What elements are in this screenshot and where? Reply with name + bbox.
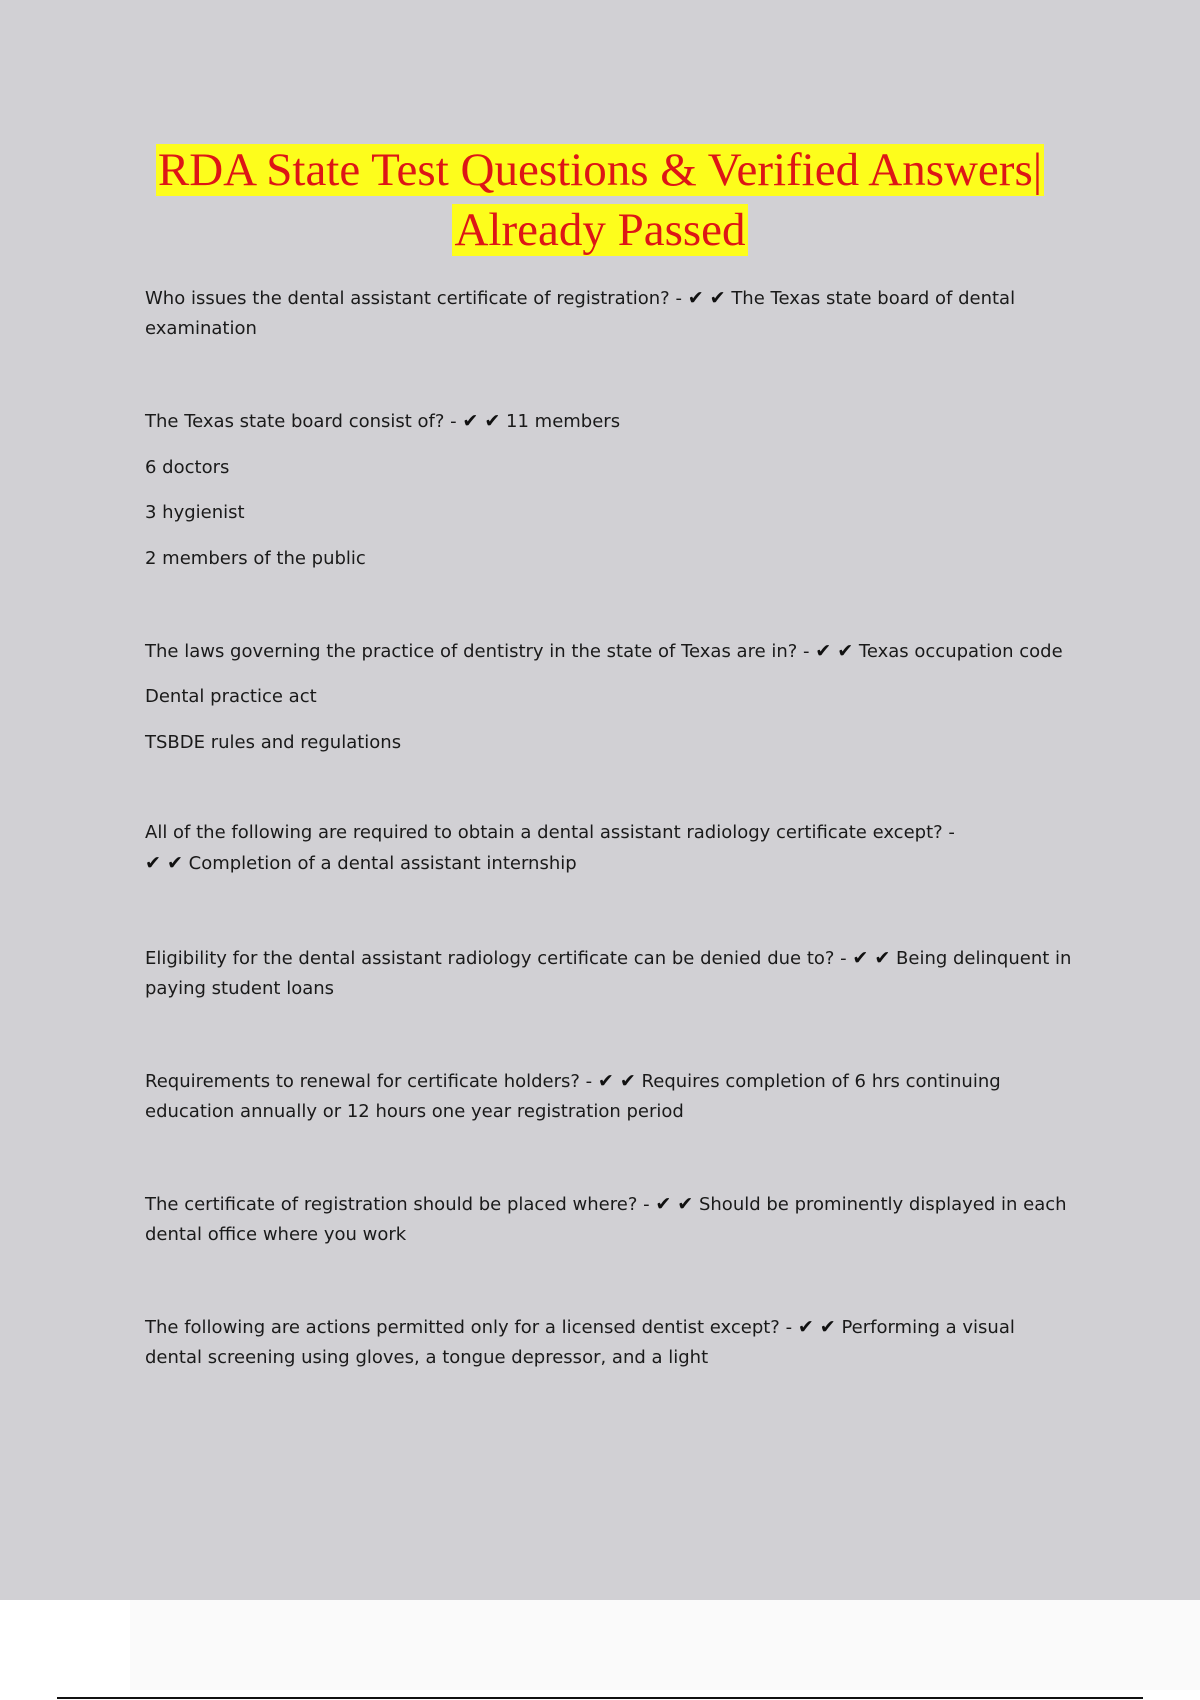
double-check-icon: ✔ ✔	[815, 640, 854, 662]
double-check-icon: ✔ ✔	[597, 1070, 636, 1092]
answer-continuation: dental office where you work	[145, 1224, 407, 1245]
answer-text: Requires completion of 6 hrs continuing	[641, 1071, 1001, 1092]
title-line-2: Already Passed	[454, 204, 746, 256]
title-line-1: RDA State Test Questions & Verified Answers|	[157, 144, 1043, 196]
page-divider	[57, 1697, 1143, 1699]
answer-text: Completion of a dental assistant internship	[188, 853, 577, 874]
question-text: Eligibility for the dental assistant radiology certificate can be denied due to? -	[145, 948, 847, 969]
answer-continuation: examination	[145, 318, 257, 339]
answer-text: Texas occupation code	[858, 641, 1063, 662]
qa-item-2	[145, 406, 1085, 437]
question-text: The Texas state board consist of? -	[145, 411, 457, 432]
answer-text: The Texas state board of dental	[731, 288, 1016, 309]
answer-continuation: dental screening using gloves, a tongue depressor, and a light	[145, 1347, 709, 1368]
answer-text: 11 members	[506, 411, 621, 432]
qa-item-4	[145, 818, 1085, 879]
answer-continuation: paying student loans	[145, 978, 335, 999]
question-text: The laws governing the practice of dentistry in the state of Texas are in? -	[145, 641, 810, 662]
next-page-top	[130, 1600, 1200, 1690]
double-check-icon: ✔ ✔	[145, 852, 183, 874]
double-check-icon: ✔ ✔	[852, 947, 891, 969]
answer-list-item: 2 members of the public	[145, 548, 366, 569]
qa-item-7	[145, 1189, 1085, 1250]
question-text: Who issues the dental assistant certificate of registration? -	[145, 288, 682, 309]
answer-list-item: 3 hygienist	[145, 502, 245, 523]
qa-item-5	[145, 943, 1085, 1004]
double-check-icon: ✔ ✔	[462, 410, 501, 432]
answer-list-item: Dental practice act	[145, 686, 317, 707]
double-check-icon: ✔ ✔	[655, 1193, 694, 1215]
qa-item-3	[145, 636, 1085, 667]
question-text: All of the following are required to obtain a dental assistant radiology certificate except? -	[145, 822, 955, 843]
answer-text: Being delinquent in	[896, 948, 1072, 969]
document-title	[0, 140, 1200, 260]
question-text: Requirements to renewal for certificate holders? -	[145, 1071, 593, 1092]
question-text: The following are actions permitted only for a licensed dentist except? -	[145, 1317, 793, 1338]
question-text: The certificate of registration should be placed where? -	[145, 1194, 650, 1215]
qa-item-1	[145, 283, 1085, 344]
answer-list-item: 6 doctors	[145, 457, 230, 478]
answer-text: Performing a visual	[841, 1317, 1015, 1338]
qa-item-6	[145, 1066, 1085, 1127]
double-check-icon: ✔ ✔	[797, 1316, 836, 1338]
qa-item-8	[145, 1312, 1085, 1373]
answer-list-item: TSBDE rules and regulations	[145, 732, 402, 753]
double-check-icon: ✔ ✔	[687, 287, 726, 309]
answer-text: Should be prominently displayed in each	[698, 1194, 1067, 1215]
answer-continuation: education annually or 12 hours one year registration period	[145, 1101, 684, 1122]
